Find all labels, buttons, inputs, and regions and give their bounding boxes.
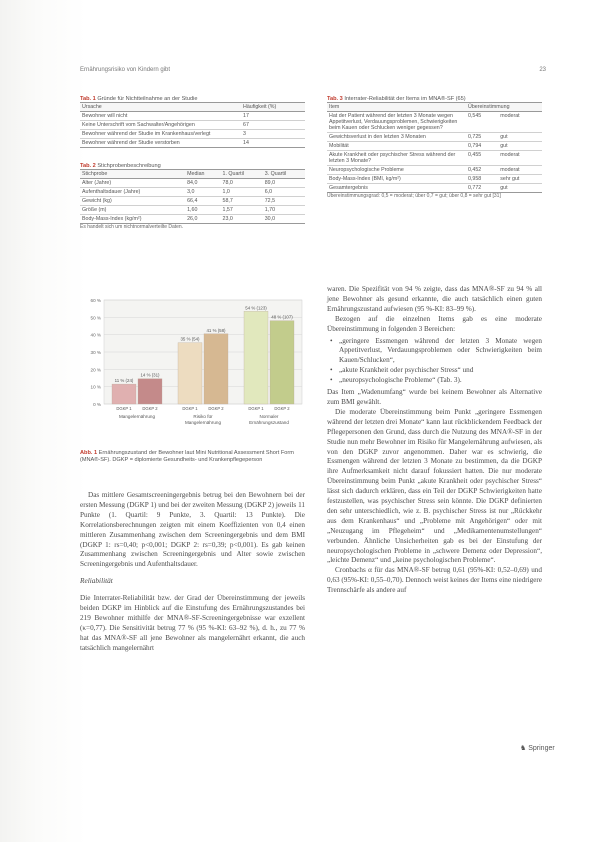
- table-2-header: 1. Quartil: [221, 170, 263, 179]
- table-row: Gewichtsverlust in den letzten 3 Monaten 0,725 gut: [327, 133, 542, 142]
- x-group-label: Mangelernährung: [118, 414, 156, 419]
- figure-1-caption: [80, 450, 305, 464]
- data-label: 11 % (24): [114, 378, 134, 384]
- paragraph: Die moderate Übereinstimmung beim Punkt „geringere Essmengen während der letzten drei Monate“ kann laut rückblickendem Feedback der Pflegepersonen den Grund, dass durch die Nutzung des MNA®-SF in der Studie nun mehr Bewohner im Risiko für Mangelernährung aufwiesen, als von den DGKP zuvor angenommen. Daher war es schwierig, die Essmengen während der letzten 3 Monate zu bestimmen, da die DGKP ihre Aufmerksamkeit nicht darauf fokussiert hatten. Die nur moderate Übereinstimmung beim Punkt „akute Krankheit oder psychischer Stress“ lässt sich dadurch erklären, dass ein Teil der DGKP Schwierigkeiten hatte festzustellen, was psychischer Stress sein könnte. Die DGKP definierten den sehr unterschiedlich, wie z. B. psychischer Stress ist nur „Rückkehr aus dem Krankenhaus“ und „Probleme mit Angehörigen“ oder mit „Neuzugang im Pflegeheim“ und „Medikamentenumstellungen“ verbunden. Ähnliche Unsicherheiten gab es bei der Einstufung der neuropsychologischen Probleme in „schwere Demenz oder Depression“, „leichte Demenz“ und „keine psychologischen Probleme“.: [327, 407, 542, 565]
- table-3-title: Interrater-Reliabilität der Items im MNA®-SF (65): [344, 96, 466, 102]
- table-row: Body-Mass-Index (kg/m²) 26,0 23,0 30,0: [80, 215, 305, 224]
- table-row: Neuropsychologische Probleme 0,452 moderat: [327, 166, 542, 175]
- publisher-name: Springer: [528, 745, 555, 752]
- y-tick-label: 20 %: [90, 367, 101, 373]
- bullet-list: [327, 337, 542, 387]
- data-label: 54 % (123): [245, 305, 267, 311]
- table-3-header-item: Item: [327, 103, 466, 112]
- x-tick-label: DGKP 1: [182, 406, 198, 411]
- table-row: Alter (Jahre) 84,0 78,0 89,0: [80, 179, 305, 188]
- table-2-title: Stichprobenbeschreibung: [97, 163, 161, 169]
- table-row: Gesamtergebnis 0,772 gut: [327, 184, 542, 193]
- running-header: [80, 67, 546, 73]
- bar: [244, 311, 268, 404]
- table-2-header: Stichprobe: [80, 170, 185, 179]
- springer-horse-icon: ♞: [520, 745, 527, 752]
- y-tick-label: 40 %: [90, 332, 101, 338]
- figure-1-label: Abb. 1: [80, 450, 98, 456]
- paragraph: Die Interrater-Reliabilität bzw. der Grad der Übereinstimmung der jeweils beiden DGKP im Hinblick auf die Einstufung des Ernährungszustandes bei 219 Bewohner mithilfe der MNA®-SF-Screeningergebnisse war exzellent (κ=0,77). Die Sensitivität betrug 77 % (95 %-KI: 63–92 %), d. h., zu 77 % hat das MNA®-SF all jene Bewohner als mangelernährt erkannt, die auch tatsächlich mangelernährt: [80, 594, 305, 652]
- paragraph: Bezogen auf die einzelnen Items gab es eine moderate Übereinstimmung in folgenden 3 Bereichen:: [327, 314, 542, 333]
- table-3-note: Übereinstimmungsgrad: 0,5 = moderat; über 0,7 = gut; über 0,8 = sehr gut [31]: [327, 193, 501, 199]
- section-heading-reliabilitaet: Reliabilität: [80, 576, 113, 586]
- x-group-label: Risiko für: [193, 414, 213, 419]
- table-1-grid: [80, 102, 305, 148]
- table-row: Mobilität 0,794 gut: [327, 142, 542, 151]
- table-row: Body-Mass-Index (BMI, kg/m²) 0,958 sehr gut: [327, 175, 542, 184]
- figure-1-caption-text: Ernährungszustand der Bewohner laut Mini Nutritional Assessment Short Form (MNA®-SF). DGKP = diplomierte Gesundheits- und Krankenpflegeperson: [80, 450, 294, 463]
- table-2-header: 3. Quartil: [263, 170, 305, 179]
- right-column-text: [327, 285, 542, 596]
- bar: [138, 379, 162, 404]
- x-tick-label: DGKP 1: [248, 406, 264, 411]
- list-item: • „akute Krankheit oder psychischer Stress“ und: [339, 366, 542, 376]
- table-row: Keine Unterschrift vom Sachwalter/Angehörigen 67: [80, 121, 305, 130]
- table-3: [327, 96, 542, 199]
- x-group-label: Normaler: [259, 414, 279, 419]
- y-tick-label: 60 %: [90, 298, 101, 303]
- left-column-text: [80, 491, 305, 654]
- table-row: Bewohner während der Studie im Krankenhaus/verlegt 3: [80, 130, 305, 139]
- list-item: • „geringere Essmengen während der letzten 3 Monate wegen Appetitverlust, Verdauungsproblemen oder Schwierigkeiten beim Kauen/Schlucken“,: [339, 337, 542, 367]
- bar: [204, 334, 228, 404]
- bar: [178, 343, 202, 404]
- table-1-label: Tab. 1: [80, 96, 96, 102]
- data-label: 35 % (54): [180, 336, 200, 342]
- data-label: 41 % (58): [206, 327, 226, 333]
- paragraph: Das mittlere Gesamtscreeningergebnis betrug bei den Bewohnern bei der ersten Messung (DGKP 1) und bei der zweiten Messung (DGKP 2) jeweils 11 Punkte (1. Quartil: 9 Punkte, 3. Quartil: 13 Punkte). Die Korrelationsberechnungen zeigten mit einem Koeffizienten von 0,4 einen mittleren Zusammenhang zwischen dem Screeningergebnis und dem BMI (DGKP 1: rs=0,40; p<0,001; DGKP 2: rs=0,39; p<0,001). Es gab keinen Zusammenhang zwischen Screeningergebnis und Alter sowie zwischen Screeningergebnis und Aufenthaltsdauer.: [80, 491, 305, 569]
- list-item: • „neuropsychologische Probleme“ (Tab. 3).: [339, 376, 542, 386]
- table-2-label: Tab. 2: [80, 163, 96, 169]
- table-row: Gewicht (kg) 66,4 58,7 72,5: [80, 197, 305, 206]
- x-group-label: Mangelernährung: [184, 420, 222, 425]
- table-3-label: Tab. 3: [327, 96, 343, 102]
- table-2: [80, 163, 305, 230]
- y-tick-label: 10 %: [90, 384, 101, 390]
- figure-1: [80, 292, 308, 432]
- table-row: Aufenthaltsdauer (Jahre) 3,0 1,0 6,0: [80, 188, 305, 197]
- table-row: Hat der Patient während der letzten 3 Monate wegen Appetitverlust, Verdauungsproblemen, Schwierigkeiten beim Kauen oder Schlucken weniger gegessen? 0,545 moderat: [327, 112, 542, 133]
- x-tick-label: DGKP 1: [116, 406, 132, 411]
- x-tick-label: DGKP 2: [208, 406, 224, 411]
- bar: [270, 321, 294, 404]
- y-tick-label: 0 %: [93, 402, 101, 407]
- table-2-grid: [80, 169, 305, 224]
- y-tick-label: 50 %: [90, 315, 101, 321]
- table-1-header-cause: Ursache: [80, 103, 241, 112]
- y-tick-label: 30 %: [90, 350, 101, 355]
- page-number: 23: [539, 67, 546, 73]
- x-tick-label: DGKP 2: [142, 406, 158, 411]
- table-3-header-agreement: Übereinstimmung: [466, 103, 542, 112]
- paragraph: Cronbachs α für das MNA®-SF betrug 0,61 (95%-KI: 0,52–0,69) und 0,63 (95%-KI: 0,55–0,70). Dennoch weist keines der Items eine niedrigere Trennschärfe als andere auf: [327, 566, 542, 595]
- table-3-grid: [327, 102, 542, 193]
- table-row: Bewohner während der Studie verstorben 14: [80, 139, 305, 148]
- bar-chart: [80, 292, 308, 432]
- data-label: 48 % (107): [271, 314, 293, 320]
- publisher-logo: [520, 744, 555, 752]
- x-tick-label: DGKP 2: [274, 406, 290, 411]
- table-1: [80, 96, 305, 148]
- running-header-title: Ernährungsrisiko von Kindern gibt: [80, 67, 171, 73]
- table-2-header: Median: [185, 170, 220, 179]
- data-label: 14 % (31): [140, 372, 160, 378]
- x-group-label: Ernährungszustand: [249, 420, 289, 425]
- table-2-note: Es handelt sich um nichtnormalverteilte Daten.: [80, 224, 184, 230]
- table-row: Bewohner will nicht 17: [80, 112, 305, 121]
- table-1-title: Gründe für Nichtteilnahme an der Studie: [97, 96, 198, 102]
- paragraph: Das Item „Wadenumfang“ wurde bei keinem Bewohner als Alternative zum BMI gewählt.: [327, 388, 542, 406]
- paragraph: waren. Die Spezifität von 94 % zeigte, dass das MNA®-SF zu 94 % all jene Bewohner als gesund erkannte, die auch tatsächlich einen guten Ernährungszustand aufwiesen (95 %-KI: 83–99 %).: [327, 285, 542, 313]
- table-row: Größe (m) 1,60 1,57 1,70: [80, 206, 305, 215]
- table-1-header-freq: Häufigkeit (%): [241, 103, 305, 112]
- bar: [112, 384, 136, 404]
- table-row: Akute Krankheit oder psychischer Stress während der letzten 3 Monate? 0,455 moderat: [327, 151, 542, 166]
